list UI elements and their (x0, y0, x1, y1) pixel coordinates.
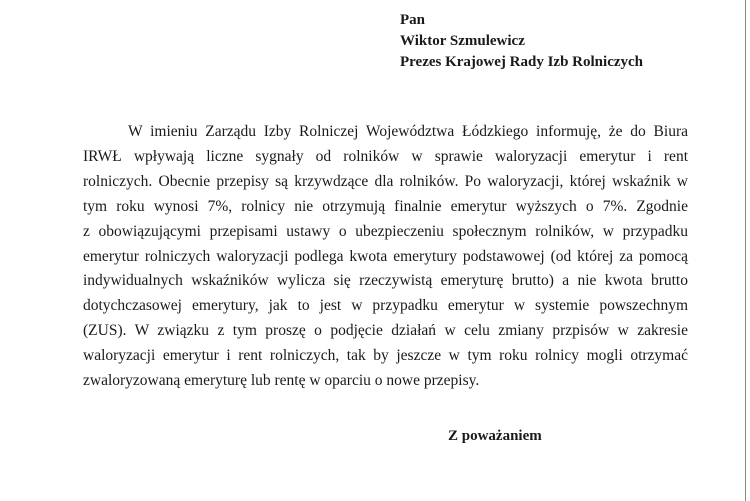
letter-body (83, 120, 688, 394)
letter-line: IRWŁ wpływają liczne sygnały od rolników w sprawie waloryzacji emerytur i rent (83, 147, 688, 165)
addressee-title: Prezes Krajowej Rady Izb Rolniczych (400, 54, 644, 70)
page-edge-divider (745, 0, 746, 501)
letter-line: emerytur rolniczych waloryzacji podlega kwota emerytury podstawowej (od której za pomocą (83, 247, 688, 265)
closing-signoff: Z poważaniem (448, 428, 542, 444)
letter-line: waloryzacji emerytur i rent rolniczych, tak by jeszcze w tym roku rolnicy mogli otrzymać (83, 347, 688, 365)
letter-line: tym roku wynosi 7%, rolnicy nie otrzymują finalnie emerytur wyższych o 7%. Zgodnie (83, 197, 688, 215)
letter-line: W imieniu Zarządu Izby Rolniczej Województwa Łódzkiego informuję, że do Biura (128, 123, 688, 140)
letter-line: indywidualnych wskaźników wylicza się rzeczywistą emeryturę brutto) a nie kwota brutto (83, 272, 688, 290)
letter-line: (ZUS). W związku z tym proszę o podjęcie działań w celu zmiany przpisów w zakresie (83, 322, 688, 340)
letter-line: rolniczych. Obecnie przepisy są krzywdzące dla rolników. Po waloryzacji, której wskaźnik w (83, 172, 688, 190)
letter-line: zwaloryzowaną emeryturę lub rentę w oparciu o nowe przepisy. (83, 372, 480, 390)
letter-line: dotychczasowej emerytury, jak to jest w przypadku emerytur w systemie powszechnym (83, 297, 688, 315)
addressee-block (400, 10, 643, 73)
letter-line: z obowiązującymi przepisami ustawy o ubezpieczeniu społecznym rolników, w przypadku (83, 222, 688, 240)
addressee-name: Wiktor Szmulewicz (400, 33, 525, 49)
addressee-salutation: Pan (400, 12, 426, 28)
